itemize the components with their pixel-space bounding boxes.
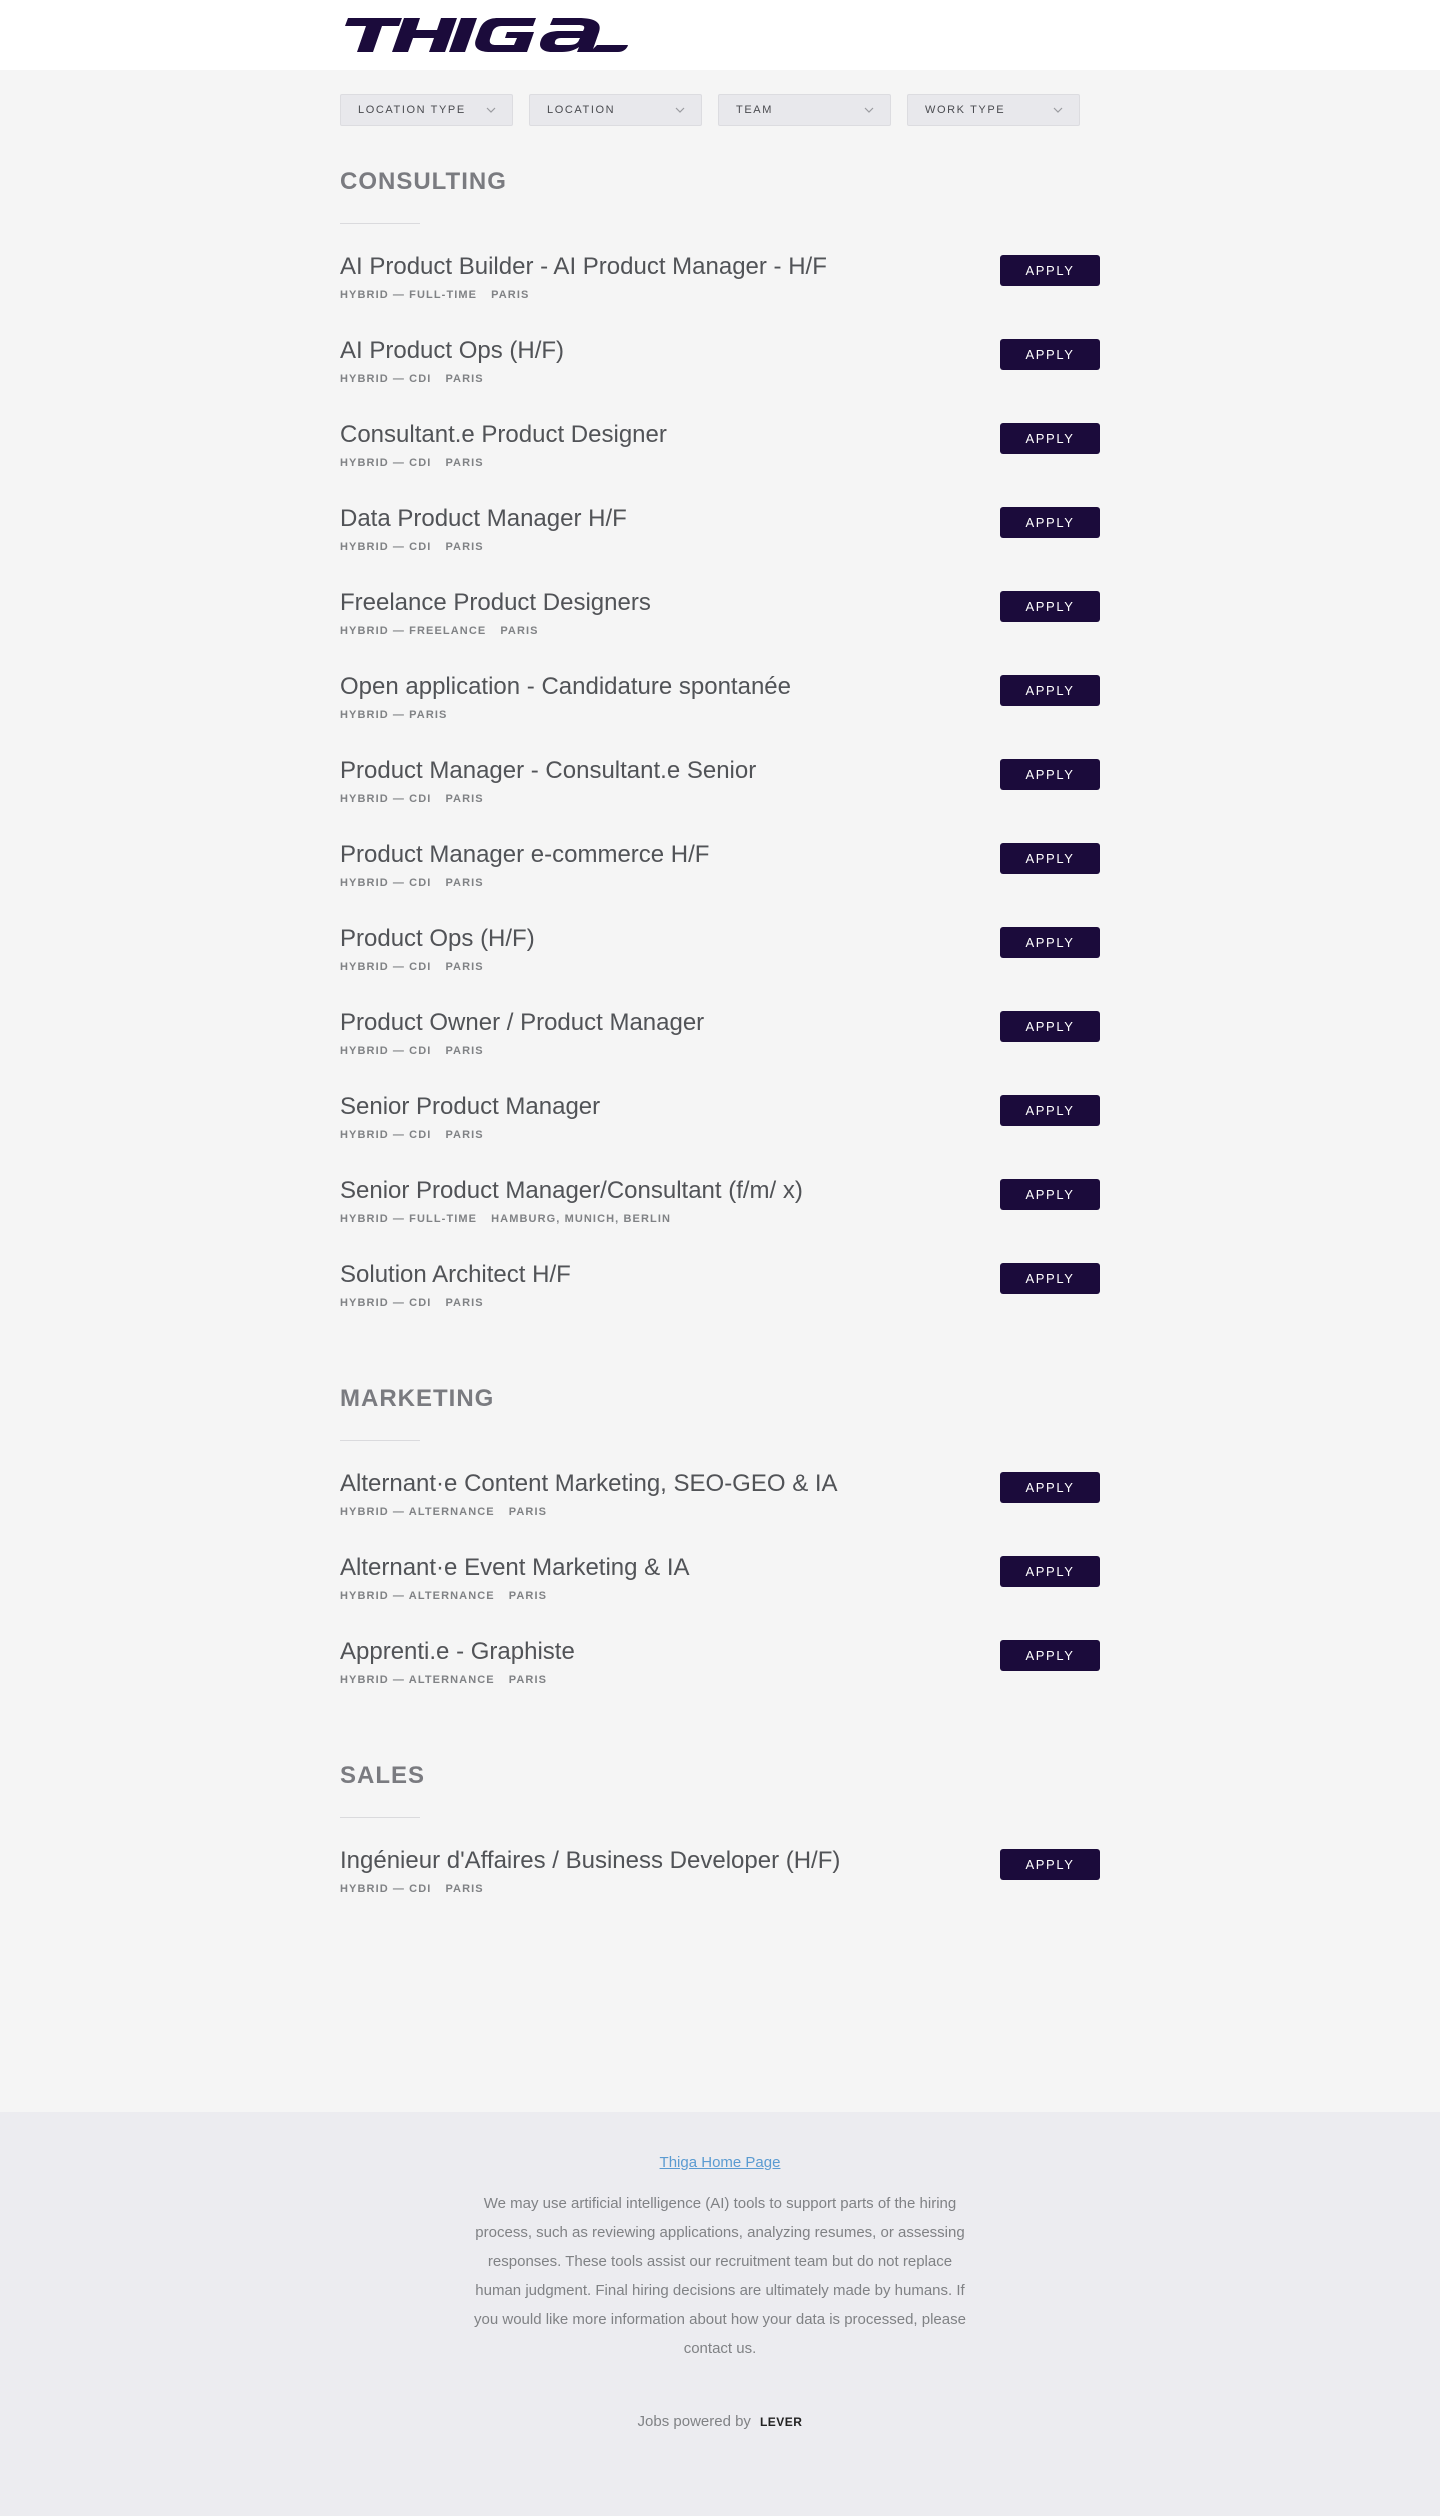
job-location: PARIS xyxy=(491,289,530,301)
job-work-type: HYBRID — CDI xyxy=(340,877,432,889)
filter-work-type[interactable] xyxy=(907,94,1080,126)
job-posting xyxy=(340,756,1100,840)
postings-list xyxy=(340,167,1440,1930)
job-posting xyxy=(340,1469,1100,1553)
job-title-link[interactable]: Freelance Product Designers xyxy=(340,589,651,616)
job-work-type: HYBRID — CDI xyxy=(340,373,432,385)
apply-button[interactable]: APPLY xyxy=(1000,1472,1100,1503)
apply-button[interactable]: APPLY xyxy=(1000,675,1100,706)
site-header xyxy=(0,0,1440,70)
apply-button[interactable]: APPLY xyxy=(1000,1556,1100,1587)
job-location: PARIS xyxy=(445,373,484,385)
powered-by xyxy=(0,2413,1440,2430)
powered-by-label: Jobs powered by xyxy=(637,2413,751,2430)
lever-logo[interactable]: LEVER xyxy=(759,2414,803,2429)
chevron-down-icon xyxy=(486,107,496,113)
job-posting xyxy=(340,252,1100,336)
job-location: PARIS xyxy=(508,1590,548,1602)
job-work-type: HYBRID — ALTERNANCE xyxy=(340,1674,495,1686)
filter-label: LOCATION xyxy=(547,104,616,116)
section-title: CONSULTING xyxy=(340,168,507,195)
job-posting xyxy=(340,1553,1100,1637)
job-work-type: HYBRID — FREELANCE xyxy=(340,625,487,637)
section-consulting xyxy=(340,167,1440,1344)
job-work-type: HYBRID — CDI xyxy=(340,1883,432,1895)
job-meta xyxy=(340,540,1100,554)
job-meta xyxy=(340,1673,1100,1687)
job-meta xyxy=(340,1296,1100,1310)
job-posting xyxy=(340,588,1100,672)
section-marketing xyxy=(340,1384,1440,1721)
job-title-link[interactable]: Product Manager - Consultant.e Senior xyxy=(340,757,757,784)
job-meta xyxy=(340,456,1100,470)
job-meta xyxy=(340,1128,1100,1142)
job-title-link[interactable]: Product Manager e-commerce H/F xyxy=(340,841,710,868)
apply-button[interactable]: APPLY xyxy=(1000,507,1100,538)
job-location: PARIS xyxy=(445,961,484,973)
apply-button[interactable]: APPLY xyxy=(1000,1095,1100,1126)
apply-button[interactable]: APPLY xyxy=(1000,339,1100,370)
chevron-down-icon xyxy=(864,107,874,113)
job-work-type: HYBRID — CDI xyxy=(340,1297,432,1309)
job-posting xyxy=(340,1176,1100,1260)
job-meta xyxy=(340,1882,1100,1896)
job-work-type: HYBRID — FULL-TIME xyxy=(340,1213,478,1225)
postings-container xyxy=(340,70,1440,2112)
filter-bar xyxy=(340,94,1440,126)
section-sales xyxy=(340,1761,1440,1930)
chevron-down-icon xyxy=(675,107,685,113)
job-meta xyxy=(340,792,1100,806)
job-title-link[interactable]: Senior Product Manager xyxy=(340,1093,601,1120)
job-location: PARIS xyxy=(445,541,484,553)
job-posting xyxy=(340,1260,1100,1344)
filter-location[interactable] xyxy=(529,94,702,126)
job-work-type: HYBRID — ALTERNANCE xyxy=(340,1506,495,1518)
filter-location-type[interactable] xyxy=(340,94,513,126)
job-meta xyxy=(340,288,1100,302)
job-meta xyxy=(340,1505,1100,1519)
job-posting xyxy=(340,336,1100,420)
job-work-type: HYBRID — CDI xyxy=(340,1129,432,1141)
job-title-link[interactable]: Consultant.e Product Designer xyxy=(340,421,667,448)
apply-button[interactable]: APPLY xyxy=(1000,927,1100,958)
thiga-logo[interactable] xyxy=(340,18,628,52)
job-meta xyxy=(340,708,1100,722)
apply-button[interactable]: APPLY xyxy=(1000,255,1100,286)
job-title-link[interactable]: Solution Architect H/F xyxy=(340,1261,571,1288)
job-posting xyxy=(340,420,1100,504)
job-posting xyxy=(340,504,1100,588)
apply-button[interactable]: APPLY xyxy=(1000,1179,1100,1210)
section-title: SALES xyxy=(340,1762,426,1789)
job-location: PARIS xyxy=(500,625,539,637)
job-location: PARIS xyxy=(445,1883,484,1895)
job-work-type: HYBRID — CDI xyxy=(340,961,432,973)
job-title-link[interactable]: AI Product Builder - AI Product Manager - H/F xyxy=(340,253,827,280)
home-page-link[interactable]: Thiga Home Page xyxy=(659,2154,781,2171)
job-posting xyxy=(340,1846,1100,1930)
job-meta xyxy=(340,960,1100,974)
chevron-down-icon xyxy=(1053,107,1063,113)
apply-button[interactable]: APPLY xyxy=(1000,1011,1100,1042)
job-location: PARIS xyxy=(445,877,484,889)
job-work-type: HYBRID — ALTERNANCE xyxy=(340,1590,495,1602)
apply-button[interactable]: APPLY xyxy=(1000,423,1100,454)
job-meta xyxy=(340,876,1100,890)
apply-button[interactable]: APPLY xyxy=(1000,1640,1100,1671)
filter-label: TEAM xyxy=(736,104,773,116)
job-work-type: HYBRID — FULL-TIME xyxy=(340,289,478,301)
job-title-link[interactable]: Product Ops (H/F) xyxy=(340,925,535,952)
job-posting xyxy=(340,1092,1100,1176)
apply-button[interactable]: APPLY xyxy=(1000,843,1100,874)
job-location: PARIS xyxy=(445,793,484,805)
section-divider xyxy=(340,1440,420,1441)
job-posting xyxy=(340,1637,1100,1721)
job-meta xyxy=(340,624,1100,638)
job-location: HAMBURG, MUNICH, BERLIN xyxy=(491,1213,672,1225)
job-title-link[interactable]: Senior Product Manager/Consultant (f/m/ x) xyxy=(340,1177,803,1204)
job-title-link[interactable]: Alternant·e Event Marketing & IA xyxy=(340,1554,690,1581)
header-inner xyxy=(340,0,1440,52)
apply-button[interactable]: APPLY xyxy=(1000,591,1100,622)
job-posting xyxy=(340,840,1100,924)
job-meta xyxy=(340,1044,1100,1058)
section-divider xyxy=(340,223,420,224)
job-work-type: HYBRID — PARIS xyxy=(340,709,448,721)
job-location: PARIS xyxy=(445,1129,484,1141)
section-divider xyxy=(340,1817,420,1818)
job-work-type: HYBRID — CDI xyxy=(340,457,432,469)
job-work-type: HYBRID — CDI xyxy=(340,541,432,553)
ai-notice-text: We may use artificial intelligence (AI) tools to support parts of the hiring process, such as reviewing applications, analyzing resumes, or assessing responses. These tools assist our recruitment team but do not replace human judgment. Final hiring decisions are ultimately made by humans. If you would like more information about how your data is processed, please contact us. xyxy=(474,2195,966,2357)
filter-team[interactable] xyxy=(718,94,891,126)
apply-button[interactable]: APPLY xyxy=(1000,1849,1100,1880)
job-title-link[interactable]: Alternant·e Content Marketing, SEO-GEO & IA xyxy=(340,1470,838,1497)
site-footer xyxy=(0,2112,1440,2516)
job-meta xyxy=(340,1212,1100,1226)
job-title-link[interactable]: Open application - Candidature spontanée xyxy=(340,673,791,700)
job-location: PARIS xyxy=(445,1297,484,1309)
filter-label: LOCATION TYPE xyxy=(358,104,466,116)
job-title-link[interactable]: Product Owner / Product Manager xyxy=(340,1009,705,1036)
job-posting xyxy=(340,1008,1100,1092)
job-title-link[interactable]: AI Product Ops (H/F) xyxy=(340,337,565,364)
job-posting xyxy=(340,672,1100,756)
job-meta xyxy=(340,372,1100,386)
section-title: MARKETING xyxy=(340,1385,495,1412)
job-location: PARIS xyxy=(445,457,484,469)
job-location: PARIS xyxy=(508,1674,548,1686)
apply-button[interactable]: APPLY xyxy=(1000,1263,1100,1294)
job-work-type: HYBRID — CDI xyxy=(340,1045,432,1057)
job-title-link[interactable]: Data Product Manager H/F xyxy=(340,505,627,532)
job-title-link[interactable]: Ingénieur d'Affaires / Business Developer (H/F) xyxy=(340,1847,841,1874)
job-title-link[interactable]: Apprenti.e - Graphiste xyxy=(340,1638,575,1665)
job-location: PARIS xyxy=(445,1045,484,1057)
job-posting xyxy=(340,924,1100,1008)
job-work-type: HYBRID — CDI xyxy=(340,793,432,805)
job-location: PARIS xyxy=(508,1506,548,1518)
job-meta xyxy=(340,1589,1100,1603)
apply-button[interactable]: APPLY xyxy=(1000,759,1100,790)
filter-label: WORK TYPE xyxy=(925,104,1006,116)
